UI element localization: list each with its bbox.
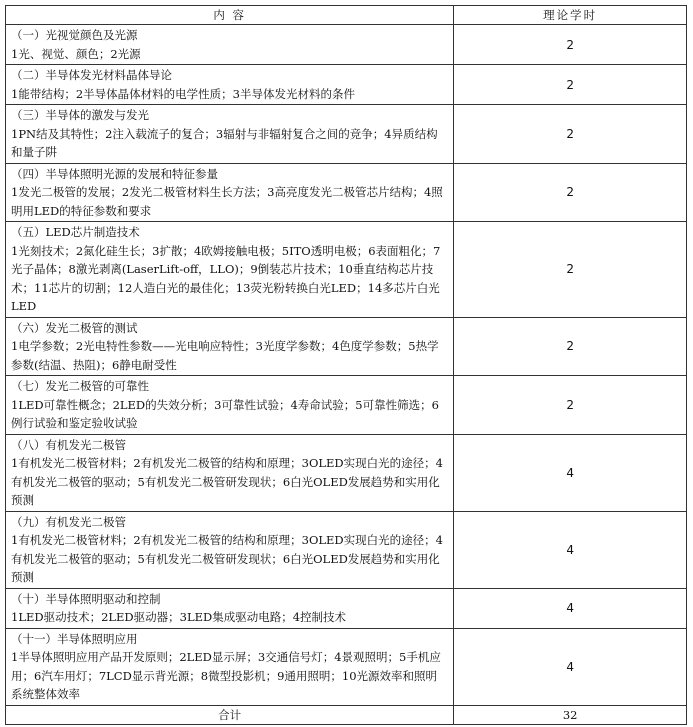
header-content: 内 容 <box>6 6 454 25</box>
row-body: 1能带结构；2半导体晶体材料的电学性质；3半导体发光材料的条件 <box>11 86 355 101</box>
row-hours: 4 <box>454 434 687 511</box>
row-content <box>6 65 454 105</box>
row-title: （六）发光二极管的测试 <box>11 320 138 335</box>
row-title: （四）半导体照明光源的发展和特征参量 <box>11 166 218 181</box>
row-title: （五）LED芯片制造技术 <box>11 225 140 239</box>
row-content <box>6 628 454 705</box>
table-row <box>6 434 687 511</box>
row-body: 1发光二极管的发展；2发光二极管材料生长方法；3高亮度发光二极管芯片结构；4照明用LED的特征参数和要求 <box>11 185 443 218</box>
row-body: 1光、视觉、颜色；2光源 <box>11 46 141 61</box>
row-body: 1PN结及其特性；2注入载流子的复合；3辐射与非辐射复合之间的竞争；4异质结构和量子阱 <box>11 126 438 159</box>
table-row <box>6 25 687 65</box>
table-row <box>6 163 687 222</box>
row-content <box>6 588 454 628</box>
total-hours: 32 <box>454 705 687 724</box>
table-row <box>6 317 687 376</box>
row-content <box>6 25 454 65</box>
header-hours: 理论学时 <box>454 6 687 25</box>
row-content <box>6 105 454 164</box>
table-row <box>6 376 687 435</box>
table-row <box>6 222 687 318</box>
row-body: 1有机发光二极管材料；2有机发光二极管的结构和原理；3OLED实现白光的途径；4有机发光二极管的驱动；5有机发光二极管研发现状；6白光OLED发展趋势和实用化预测 <box>11 533 443 584</box>
total-row <box>6 705 687 724</box>
row-content <box>6 222 454 318</box>
table-row <box>6 628 687 705</box>
row-body: 1半导体照明应用产品开发原则；2LED显示屏；3交通信号灯；4景观照明；5手机应用；6汽车用灯；7LCD显示背光源；8微型投影机；9通用照明；10光源效率和照明系统整体效率 <box>11 650 441 701</box>
row-title: （七）发光二极管的可靠性 <box>11 379 149 393</box>
row-body: 1有机发光二极管材料；2有机发光二极管的结构和原理；3OLED实现白光的途径；4有机发光二极管的驱动；5有机发光二极管研发现状；6白光OLED发展趋势和实用化预测 <box>11 456 443 507</box>
row-body: 1电学参数；2光电特性参数——光电响应特性；3光度学参数；4色度学参数；5热学参数(结温、热阻)；6静电耐受性 <box>11 339 439 372</box>
table-row <box>6 588 687 628</box>
row-hours: 4 <box>454 588 687 628</box>
syllabus-table <box>5 5 687 725</box>
row-hours: 4 <box>454 511 687 588</box>
total-label: 合计 <box>6 705 454 724</box>
row-title: （八）有机发光二极管 <box>11 437 126 452</box>
row-hours: 2 <box>454 65 687 105</box>
row-content <box>6 376 454 435</box>
row-content <box>6 434 454 511</box>
row-content <box>6 317 454 376</box>
row-hours: 2 <box>454 317 687 376</box>
row-hours: 2 <box>454 163 687 222</box>
row-hours: 2 <box>454 25 687 65</box>
row-content <box>6 163 454 222</box>
row-hours: 2 <box>454 222 687 318</box>
row-title: （十）半导体照明驱动和控制 <box>11 591 161 606</box>
row-title: （十一）半导体照明应用 <box>11 631 138 646</box>
table-row <box>6 65 687 105</box>
row-title: （三）半导体的激发与发光 <box>11 108 149 122</box>
row-body: 1光刻技术；2氮化硅生长；3扩散；4欧姆接触电极；5ITO透明电极；6表面粗化；7光子晶体；8激光剥离(LaserLift-off，LLO)；9倒装芯片技术；10垂直结构芯片技术；11芯片的切割；12人造白光的最佳化；13荧光粉转换白光LED；14多芯片白光LED <box>11 243 441 313</box>
row-hours: 2 <box>454 105 687 164</box>
row-title: （九）有机发光二极管 <box>11 514 126 529</box>
row-content <box>6 511 454 588</box>
table-row <box>6 105 687 164</box>
row-title: （一）光视觉颜色及光源 <box>11 28 138 42</box>
table-row <box>6 511 687 588</box>
row-title: （二）半导体发光材料晶体导论 <box>11 68 172 82</box>
header-row <box>6 6 687 25</box>
row-hours: 4 <box>454 628 687 705</box>
row-body: 1LED驱动技术；2LED驱动器；3LED集成驱动电路；4控制技术 <box>11 610 347 624</box>
row-hours: 2 <box>454 376 687 435</box>
row-body: 1LED可靠性概念；2LED的失效分析；3可靠性试验；4寿命试验；5可靠性筛选；6例行试验和鉴定验收试验 <box>11 397 439 430</box>
